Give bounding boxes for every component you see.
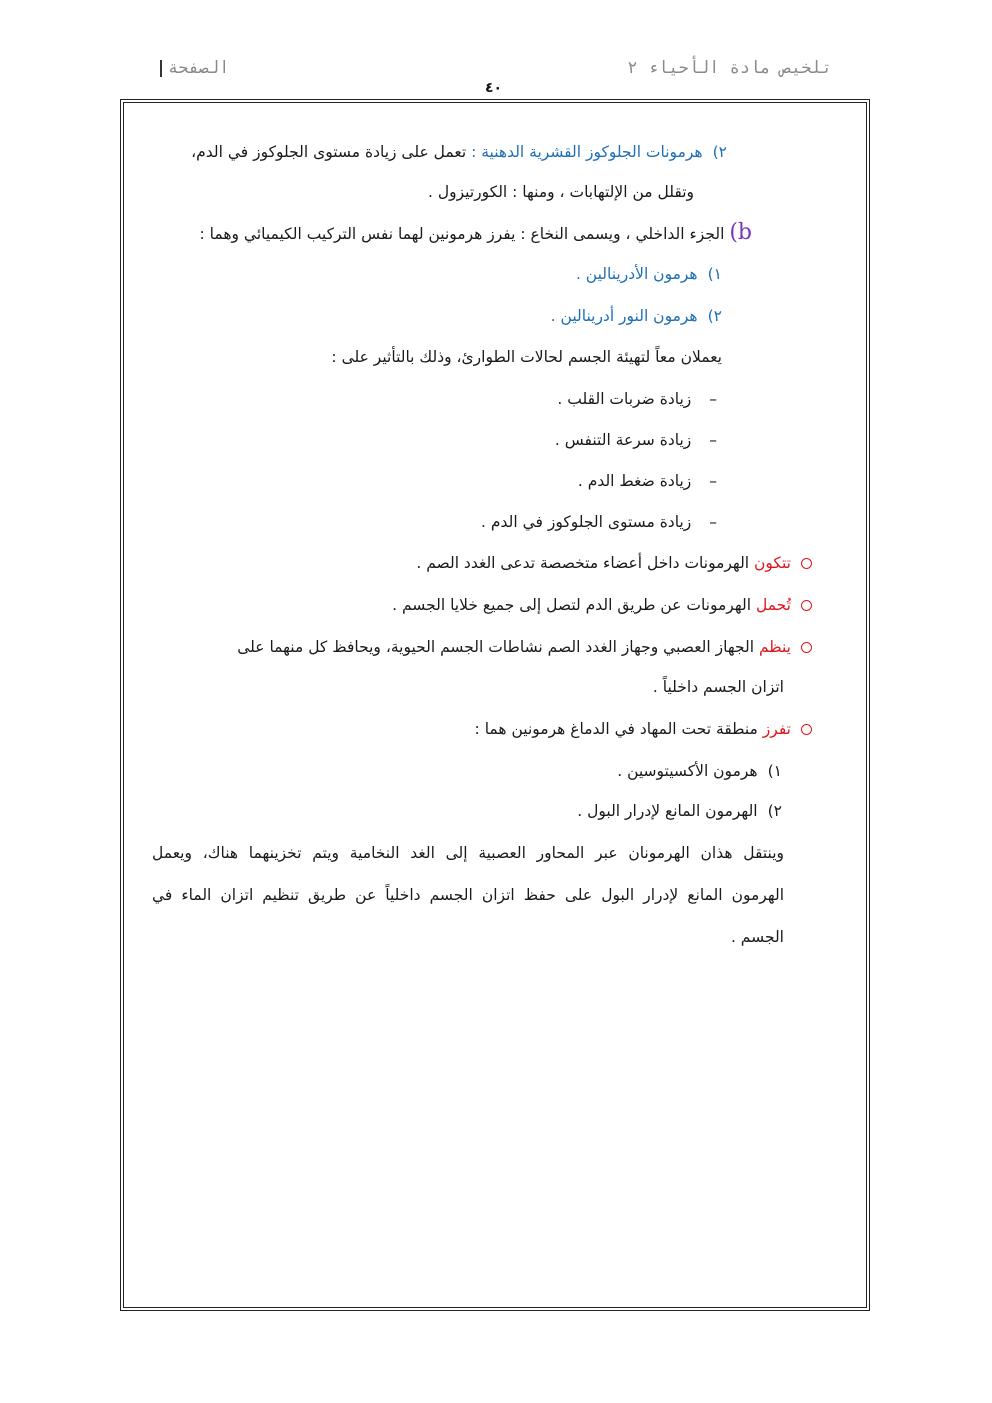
header-title: تلخيص مادة الأحياء ٢ (627, 58, 832, 78)
bullet-3-key: ينظم (758, 638, 791, 656)
hormone-1-text: هرمون الأدرينالين . (575, 265, 698, 283)
circle-bullet-icon (801, 724, 812, 735)
hh2-text: الهرمون المانع لإدرار البول . (577, 802, 758, 820)
bullet-2 (392, 596, 812, 614)
item2-continuation: وتقلل من الإلتهابات ، ومنها : الكورتيزول . (428, 183, 694, 201)
hh2-number: ٢) (767, 802, 782, 820)
b-text: الجزء الداخلي ، ويسمى النخاع : يفرز هرمونين لهما نفس التركيب الكيميائي وهما : (199, 225, 725, 243)
hormone-2-number: ٢) (707, 307, 722, 325)
paragraph-line-3: الجسم . (730, 928, 784, 946)
hormone-1 (576, 265, 722, 283)
hh1-text: هرمون الأكسيتوسين . (617, 762, 758, 780)
effect-item (481, 513, 717, 531)
header-page-label-text: الصفحة (168, 58, 230, 78)
hypothalamus-hormone-2 (577, 802, 782, 820)
dash-mark: – (709, 431, 717, 449)
effect-text: زيادة ضربات القلب . (557, 390, 692, 408)
header-page-label (160, 58, 229, 78)
hormone-1-number: ١) (707, 265, 722, 283)
bullet-4-text: منطقة تحت المهاد في الدماغ هرمونين هما : (474, 720, 758, 738)
bullet-2-key: تُحمل (755, 596, 791, 614)
hormone-2-text: هرمون النور أدرينالين . (550, 307, 698, 325)
page-number: ٤٠ (485, 80, 503, 96)
effect-text: زيادة سرعة التنفس . (554, 431, 692, 449)
bullet-3 (237, 638, 812, 656)
circle-bullet-icon (801, 558, 812, 569)
hh1-number: ١) (767, 762, 782, 780)
bullet-3-continuation: اتزان الجسم داخلياً . (652, 678, 784, 696)
item2-number: ٢) (712, 143, 727, 161)
dash-mark: – (709, 472, 717, 490)
circle-bullet-icon (801, 642, 812, 653)
bullet-3-text: الجهاز العصبي وجهاز الغدد الصم نشاطات الجسم الحيوية، ويحافظ كل منهما على (237, 638, 755, 656)
bullet-1 (416, 554, 812, 572)
dash-mark: – (709, 513, 717, 531)
effect-item (578, 472, 717, 490)
item2-line (191, 143, 727, 161)
hypothalamus-hormone-1 (617, 762, 782, 780)
b-line (199, 220, 752, 245)
bullet-4-key: تفرز (762, 720, 791, 738)
b-marker: b) (729, 220, 752, 245)
header-divider (160, 60, 162, 77)
circle-bullet-icon (801, 600, 812, 611)
bullet-1-text: الهرمونات داخل أعضاء متخصصة تدعى الغدد الصم . (416, 554, 750, 572)
item2-desc: تعمل على زيادة مستوى الجلوكوز في الدم، (191, 143, 467, 161)
effect-intro: يعملان معاً لتهيئة الجسم لحالات الطوارئ، وذلك بالتأثير على : (331, 348, 722, 366)
bullet-2-text: الهرمونات عن طريق الدم لتصل إلى جميع خلايا الجسم . (392, 596, 752, 614)
bullet-4 (475, 720, 812, 738)
hormone-2 (551, 307, 722, 325)
effect-item (557, 390, 717, 408)
dash-mark: – (709, 390, 717, 408)
bullet-1-key: تتكون (754, 554, 791, 572)
page-frame (123, 102, 867, 1308)
paragraph-line-1: وينتقل هذان الهرمونان عبر المحاور العصبية إلى الغد النخامية ويتم تخزينهما هناك، ويعمل (152, 844, 784, 862)
paragraph-line-2: الهرمون المانع لإدرار البول على حفظ اتزان الجسم داخلياً عن طريق تنظيم اتزان الماء في (152, 886, 784, 904)
effect-text: زيادة ضغط الدم . (577, 472, 692, 490)
item2-term: هرمونات الجلوكوز القشرية الدهنية : (471, 143, 703, 161)
effect-item (555, 431, 717, 449)
effect-text: زيادة مستوى الجلوكوز في الدم . (481, 513, 692, 531)
